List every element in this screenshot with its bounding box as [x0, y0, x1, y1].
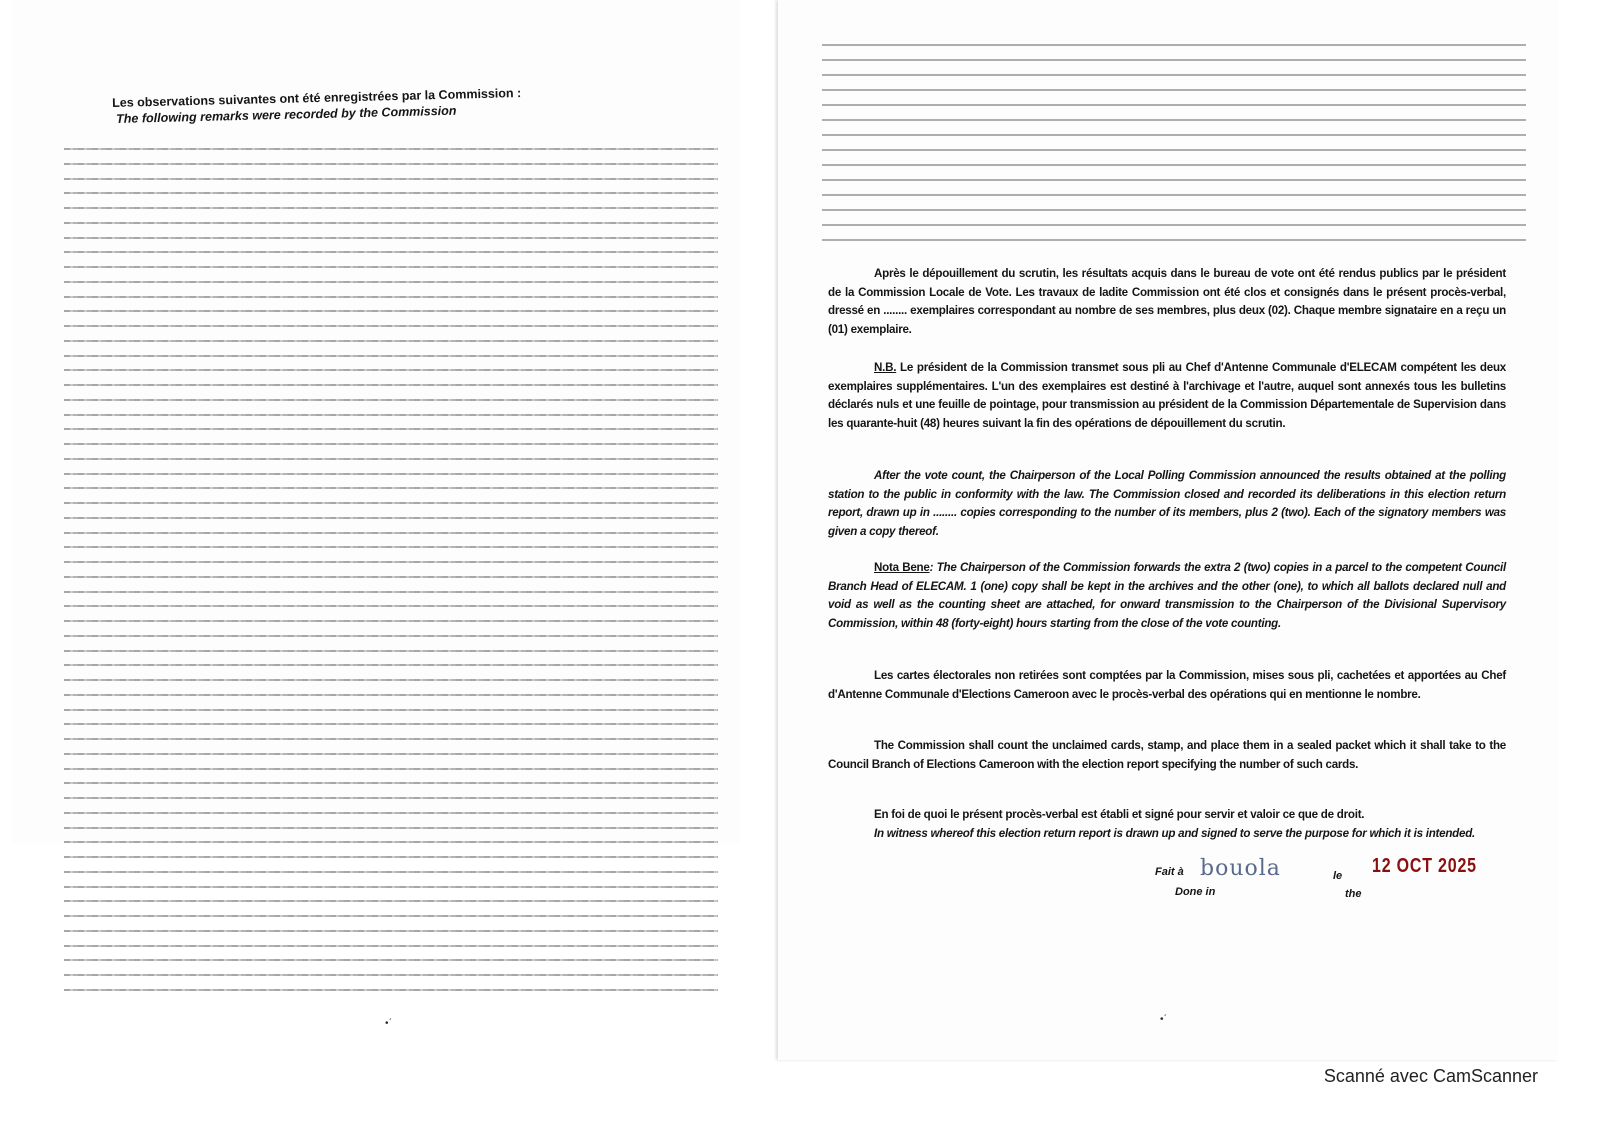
- paragraph-text: The Commission shall count the unclaimed cards, stamp, and place them in a sealed packet which it shall take to the Council Branch of Elections Cameroon with the election report specifying the number of such cards.: [828, 739, 1506, 771]
- remark-line: [64, 886, 718, 888]
- remark-line: [64, 709, 718, 711]
- remark-line: [64, 650, 718, 652]
- remark-line: [64, 355, 718, 357]
- remark-line: [64, 266, 718, 268]
- remark-line: [64, 163, 718, 165]
- remark-line: [822, 149, 1526, 151]
- remark-line: [64, 930, 718, 932]
- remark-line: [822, 134, 1526, 136]
- remark-line: [64, 753, 718, 755]
- page-mark: •ˊ: [385, 1018, 392, 1029]
- left-page-lower: [0, 845, 740, 1065]
- remark-line: [64, 502, 718, 504]
- remark-line: [822, 179, 1526, 181]
- remark-line: [822, 119, 1526, 121]
- remark-line: [64, 178, 718, 180]
- nota-bene-label: Nota Bene: [874, 561, 930, 574]
- remark-line: [64, 827, 718, 829]
- remark-line: [64, 576, 718, 578]
- observations-heading-en: The following remarks were recorded by the Commission: [116, 103, 457, 126]
- remark-line: [822, 104, 1526, 106]
- nb-label: N.B.: [874, 361, 897, 374]
- remark-line: [64, 723, 718, 725]
- witness-fr: En foi de quoi le présent procès-verbal est établi et signé pour servir et valoir ce que de droit.: [874, 808, 1365, 821]
- remark-line: [64, 768, 718, 770]
- remark-line: [64, 251, 718, 253]
- remark-line: [822, 224, 1526, 226]
- paragraph-results-fr: [828, 265, 1506, 339]
- remark-line: [64, 399, 718, 401]
- remark-line: [64, 812, 718, 814]
- remark-line: [64, 517, 718, 519]
- remark-line: [64, 340, 718, 342]
- remark-line: [64, 487, 718, 489]
- remark-line: [64, 664, 718, 666]
- remark-line: [64, 369, 718, 371]
- remark-line: [64, 428, 718, 430]
- fait-a-label: Fait à: [1155, 866, 1184, 878]
- remark-line: [64, 974, 718, 976]
- remark-line: [64, 532, 718, 534]
- remark-line: [64, 325, 718, 327]
- remark-line: [64, 782, 718, 784]
- remark-line: [822, 239, 1526, 241]
- remark-line: [64, 473, 718, 475]
- remark-line: [64, 694, 718, 696]
- left-page: [12, 0, 740, 845]
- le-label: le: [1333, 870, 1343, 882]
- remark-line: [822, 44, 1526, 46]
- remark-line: [822, 59, 1526, 61]
- handwritten-place: bouola: [1200, 856, 1281, 881]
- remark-line: [64, 900, 718, 902]
- remark-line: [64, 605, 718, 607]
- paragraph-text: Le président de la Commission transmet sous pli au Chef d'Antenne Communale d'ELECAM compétent les deux exemplaires supplémentaires. L'un des exemplaires est destiné à l'archivage et l'autre, auquel sont annexés tous les bulletins déclarés nuls et une feuille de pointage, pour transmission au président de la Commission Départementale de Supervision dans les quarante-huit (48) heures suivant la fin des opérations de dépouillement du scrutin.: [828, 361, 1506, 430]
- remark-line: [64, 915, 718, 917]
- remark-line: [822, 194, 1526, 196]
- remark-line: [64, 192, 718, 194]
- remark-line: [64, 148, 718, 150]
- remark-line: [64, 871, 718, 873]
- paragraph-text: : The Chairperson of the Commission forwards the extra 2 (two) copies in a parcel to the competent Council Branch Head of ELECAM. 1 (one) copy shall be kept in the archives and the other (one), to which all ballots declared null and void as well as the counting sheet are attached, for onward transmission to the Chairperson of the Divisional Supervisory Commission, within 48 (forty-eight) hours starting from the close of the vote counting.: [828, 561, 1506, 630]
- remark-line: [64, 237, 718, 239]
- remark-line: [64, 856, 718, 858]
- remark-line: [64, 222, 718, 224]
- witness-en: In witness whereof this election return report is drawn up and signed to serve the purpose for which it is intended.: [874, 826, 1476, 840]
- remark-line: [64, 546, 718, 548]
- remark-line: [64, 591, 718, 593]
- remark-line: [64, 679, 718, 681]
- paragraph-nb-fr: [828, 359, 1506, 433]
- camscanner-watermark: Scanné avec CamScanner: [1323, 1066, 1538, 1086]
- the-label: the: [1345, 888, 1362, 900]
- remark-line: [822, 74, 1526, 76]
- paragraph-text: Après le dépouillement du scrutin, les résultats acquis dans le bureau de vote ont été rendus publics par le président de la Commission Locale de Vote. Les travaux de ladite Commission ont été clos et consignés dans le présent procès-verbal, dressé en ........ exemplaires correspondant au nombre de ses membres, plus deux (02). Chaque membre signataire en a reçu un (01) exemplaire.: [828, 267, 1506, 336]
- paragraph-text: After the vote count, the Chairperson of the Local Polling Commission announced the results obtained at the polling station to the public in conformity with the law. The Commission closed and recorded its deliberations in this election return report, drawn up in ........ copies corresponding to the number of its members, plus 2 (two). Each of the signatory members was given a copy thereof.: [828, 469, 1506, 538]
- paragraph-witness: [828, 806, 1506, 843]
- page-mark: •ˊ: [1160, 1014, 1167, 1025]
- remark-line: [64, 296, 718, 298]
- paragraph-cards-fr: [828, 667, 1506, 704]
- remark-line: [64, 635, 718, 637]
- paragraph-results-en: [828, 467, 1506, 541]
- paragraph-text: Les cartes électorales non retirées sont comptées par la Commission, mises sous pli, cachetées et apportées au Chef d'Antenne Communale d'Elections Cameroon avec le procès-verbal des opérations qui en mentionne le nombre.: [828, 669, 1506, 701]
- remark-line: [64, 945, 718, 947]
- done-in-label: Done in: [1175, 886, 1216, 898]
- remark-line: [64, 959, 718, 961]
- remark-line: [64, 841, 718, 843]
- remark-line: [64, 620, 718, 622]
- remark-line: [64, 414, 718, 416]
- remark-line: [64, 443, 718, 445]
- remark-line: [822, 89, 1526, 91]
- remark-line: [64, 989, 718, 991]
- paragraph-cards-en: [828, 737, 1506, 774]
- remark-line: [64, 561, 718, 563]
- remark-line: [822, 209, 1526, 211]
- remark-line: [64, 738, 718, 740]
- remark-line: [64, 797, 718, 799]
- remark-line: [64, 384, 718, 386]
- paragraph-nota-bene-en: [828, 559, 1506, 633]
- remark-line: [822, 164, 1526, 166]
- remark-line: [64, 458, 718, 460]
- remark-line: [64, 310, 718, 312]
- date-stamp: 12 OCT 2025: [1372, 855, 1477, 877]
- remark-line: [64, 207, 718, 209]
- observations-heading-fr: Les observations suivantes ont été enregistrées par la Commission :: [112, 86, 522, 110]
- remark-line: [64, 281, 718, 283]
